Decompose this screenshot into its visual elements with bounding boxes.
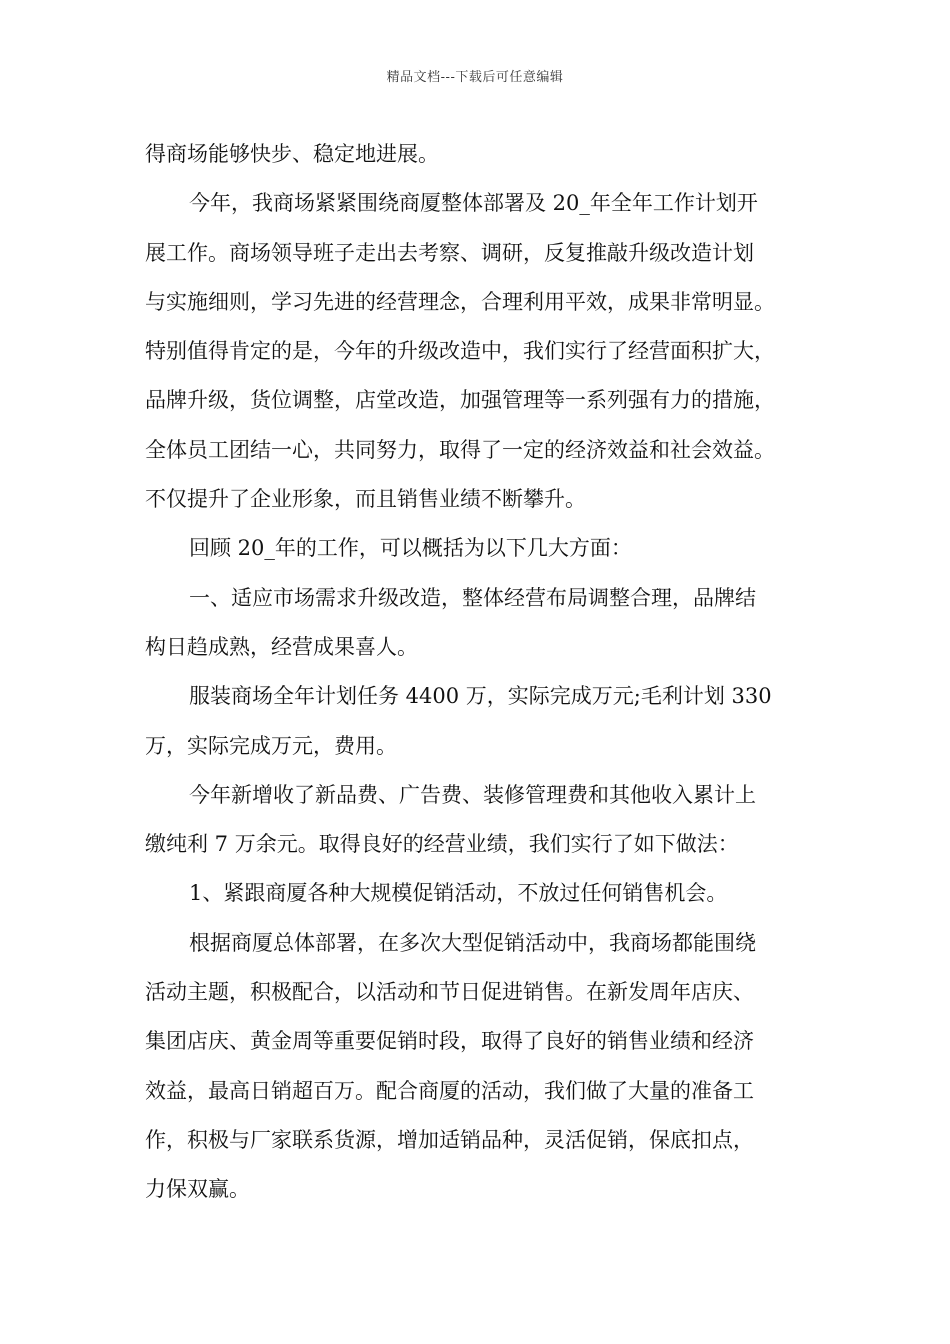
text-line: 展工作。商场领导班子走出去考察、调研，反复推敲升级改造计划 [145, 240, 754, 265]
text-line: 根据商厦总体部署，在多次大型促销活动中，我商场都能围绕 [189, 930, 756, 955]
text-line: 构日趋成熟，经营成果喜人。 [145, 634, 418, 659]
text-line: 今年，我商场紧紧围绕商厦整体部署及 20_年全年工作计划开 [189, 191, 758, 216]
text-line: 1、紧跟商厦各种大规模促销活动，不放过任何销售机会。 [189, 881, 728, 906]
text-line: 作，积极与厂家联系货源，增加适销品种，灵活促销，保底扣点， [145, 1127, 754, 1152]
text-line: 活动主题，积极配合，以活动和节日促进销售。在新发周年店庆、 [145, 980, 754, 1005]
text-line: 全体员工团结一心，共同努力，取得了一定的经济效益和社会效益。 [145, 437, 775, 462]
text-line: 缴纯利 7 万余元。取得良好的经营业绩，我们实行了如下做法： [145, 832, 739, 857]
text-line: 品牌升级，货位调整，店堂改造，加强管理等一系列强有力的措施， [145, 388, 775, 413]
text-line: 集团店庆、黄金周等重要促销时段，取得了良好的销售业绩和经济 [145, 1029, 754, 1054]
text-line: 力保双赢。 [145, 1177, 250, 1202]
text-line: 万，实际完成万元，费用。 [145, 733, 397, 758]
text-line: 与实施细则，学习先进的经营理念，合理利用平效，成果非常明显。 [145, 289, 775, 314]
text-line: 特别值得肯定的是，今年的升级改造中，我们实行了经营面积扩大， [145, 339, 775, 364]
document-body [145, 130, 825, 1215]
page-header: 精品文档---下载后可任意编辑 [386, 70, 564, 85]
text-line: 不仅提升了企业形象，而且销售业绩不断攀升。 [145, 487, 586, 512]
text-line: 效益，最高日销超百万。配合商厦的活动，我们做了大量的准备工 [145, 1078, 754, 1103]
text-line: 得商场能够快步、稳定地进展。 [145, 142, 439, 166]
text-line: 服装商场全年计划任务 4400 万，实际完成万元;毛利计划 330 [189, 684, 772, 709]
text-line: 一、适应市场需求升级改造，整体经营布局调整合理，品牌结 [189, 585, 756, 610]
text-line: 今年新增收了新品费、广告费、装修管理费和其他收入累计上 [189, 782, 756, 807]
text-line: 回顾 20_年的工作，可以概括为以下几大方面： [189, 536, 632, 561]
